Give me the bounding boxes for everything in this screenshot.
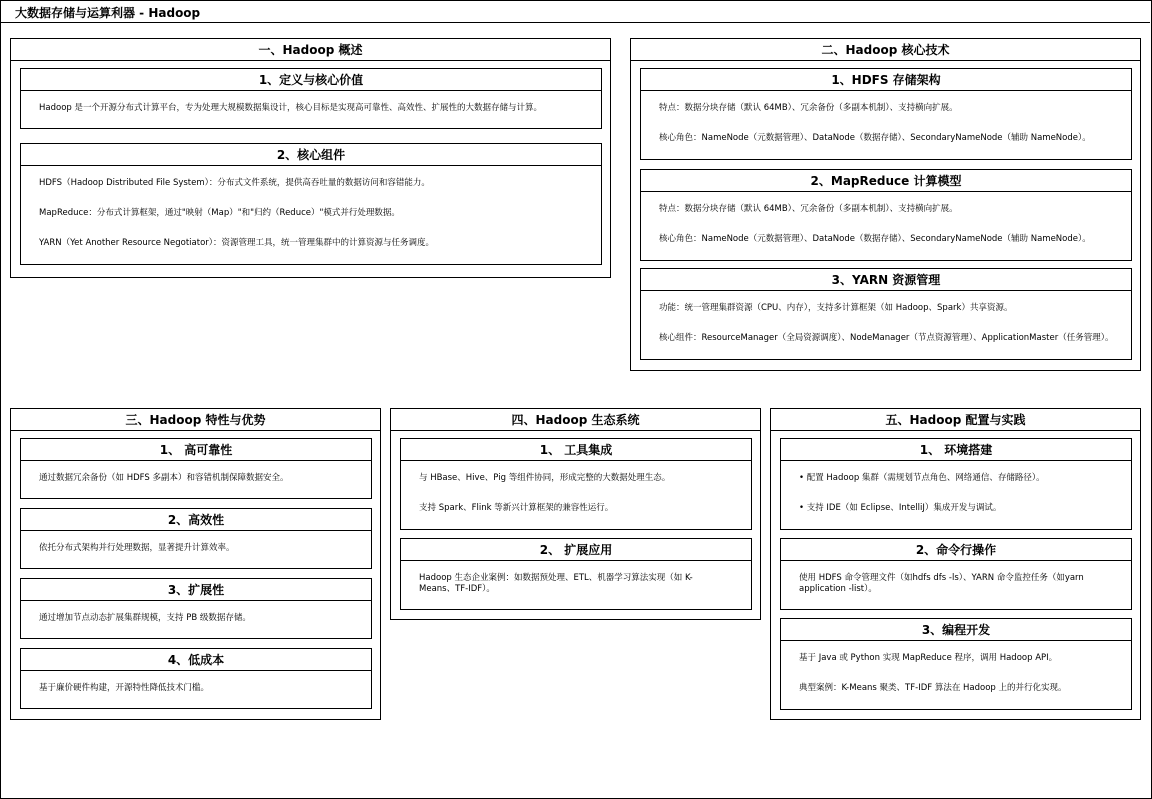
- box-text: Hadoop 生态企业案例：如数据预处理、ETL、机器学习算法实现（如 K-Means、TF-IDF）。: [419, 573, 693, 594]
- section-title: 三、Hadoop 特性与优势: [11, 409, 380, 431]
- box-title: 1、HDFS 存储架构: [641, 69, 1131, 91]
- box-definition: [20, 68, 602, 129]
- box-hdfs: [640, 68, 1132, 160]
- box-text: 使用 HDFS 命令管理文件（如hdfs dfs -ls）、YARN 命令监控任务（如yarn application -list）。: [799, 573, 1084, 594]
- box-text: 核心组件：ResourceManager（全局资源调度）、NodeManager（节点资源管理）、ApplicationMaster（任务管理）。: [659, 333, 1114, 343]
- box-title: 3、扩展性: [21, 579, 371, 601]
- box-yarn: [640, 268, 1132, 360]
- section-core-tech: [630, 38, 1141, 371]
- box-text: 功能：统一管理集群资源（CPU、内存），支持多计算框架（如 Hadoop、Spark）共享资源。: [659, 303, 1013, 313]
- box-title: 1、 工具集成: [401, 439, 751, 461]
- title-bar: [0, 0, 1150, 23]
- section-config-practice: [770, 408, 1141, 720]
- box-title: 1、定义与核心价值: [21, 69, 601, 91]
- section-title: 四、Hadoop 生态系统: [391, 409, 760, 431]
- box-text: Hadoop 是一个开源分布式计算平台，专为处理大规模数据集设计，核心目标是实现高可靠性、高效性、扩展性的大数据存储与计算。: [39, 103, 542, 113]
- box-title: 3、编程开发: [781, 619, 1131, 641]
- box-text: YARN（Yet Another Resource Negotiator）：资源管理工具，统一管理集群中的计算资源与任务调度。: [39, 238, 435, 248]
- page-title: 大数据存储与运算利器 - Hadoop: [15, 6, 201, 20]
- section-features: [10, 408, 381, 720]
- box-title: 2、核心组件: [21, 144, 601, 166]
- box-programming: [780, 618, 1132, 710]
- box-title: 2、命令行操作: [781, 539, 1131, 561]
- box-text: 核心角色：NameNode（元数据管理）、DataNode（数据存储）、SecondaryNameNode（辅助 NameNode）。: [659, 133, 1091, 143]
- box-title: 4、低成本: [21, 649, 371, 671]
- section-title: 二、Hadoop 核心技术: [631, 39, 1140, 61]
- box-title: 1、 高可靠性: [21, 439, 371, 461]
- box-title: 2、 扩展应用: [401, 539, 751, 561]
- box-text: 基于 Java 或 Python 实现 MapReduce 程序，调用 Hadoop API。: [799, 653, 1058, 663]
- box-reliability: [20, 438, 372, 499]
- box-text: 核心角色：NameNode（元数据管理）、DataNode（数据存储）、SecondaryNameNode（辅助 NameNode）。: [659, 234, 1091, 244]
- box-mapreduce: [640, 169, 1132, 261]
- box-scalability: [20, 578, 372, 639]
- box-text: 通过增加节点动态扩展集群规模，支持 PB 级数据存储。: [39, 613, 251, 623]
- box-text: 支持 Spark、Flink 等新兴计算框架的兼容性运行。: [419, 503, 614, 513]
- box-text: • 支持 IDE（如 Eclipse、IntelliJ）集成开发与调试。: [799, 503, 1002, 513]
- box-env-setup: [780, 438, 1132, 530]
- box-text: 基于廉价硬件构建，开源特性降低技术门槛。: [39, 683, 210, 693]
- box-text: HDFS（Hadoop Distributed File System）：分布式文件系统，提供高吞吐量的数据访问和容错能力。: [39, 178, 430, 188]
- box-text: • 配置 Hadoop 集群（需规划节点角色、网络通信、存储路径）。: [799, 473, 1045, 483]
- section-overview: [10, 38, 611, 278]
- box-title: 1、 环境搭建: [781, 439, 1131, 461]
- box-efficiency: [20, 508, 372, 569]
- section-title: 一、Hadoop 概述: [11, 39, 610, 61]
- box-text: 特点：数据分块存储（默认 64MB）、冗余备份（多副本机制）、支持横向扩展。: [659, 103, 958, 113]
- box-extended-apps: [400, 538, 752, 610]
- box-tool-integration: [400, 438, 752, 530]
- box-cli: [780, 538, 1132, 610]
- box-title: 2、高效性: [21, 509, 371, 531]
- box-title: 2、MapReduce 计算模型: [641, 170, 1131, 192]
- box-text: MapReduce：分布式计算框架，通过"映射（Map）"和"归约（Reduce）"模式并行处理数据。: [39, 208, 400, 218]
- box-title: 3、YARN 资源管理: [641, 269, 1131, 291]
- box-text: 与 HBase、Hive、Pig 等组件协同，形成完整的大数据处理生态。: [419, 473, 671, 483]
- box-core-components: [20, 143, 602, 265]
- box-low-cost: [20, 648, 372, 709]
- box-text: 特点：数据分块存储（默认 64MB）、冗余备份（多副本机制）、支持横向扩展。: [659, 204, 958, 214]
- section-title: 五、Hadoop 配置与实践: [771, 409, 1140, 431]
- section-ecosystem: [390, 408, 761, 620]
- box-text: 依托分布式架构并行处理数据，显著提升计算效率。: [39, 543, 235, 553]
- box-text: 通过数据冗余备份（如 HDFS 多副本）和容错机制保障数据安全。: [39, 473, 289, 483]
- box-text: 典型案例：K-Means 聚类、TF-IDF 算法在 Hadoop 上的并行化实现。: [799, 683, 1067, 693]
